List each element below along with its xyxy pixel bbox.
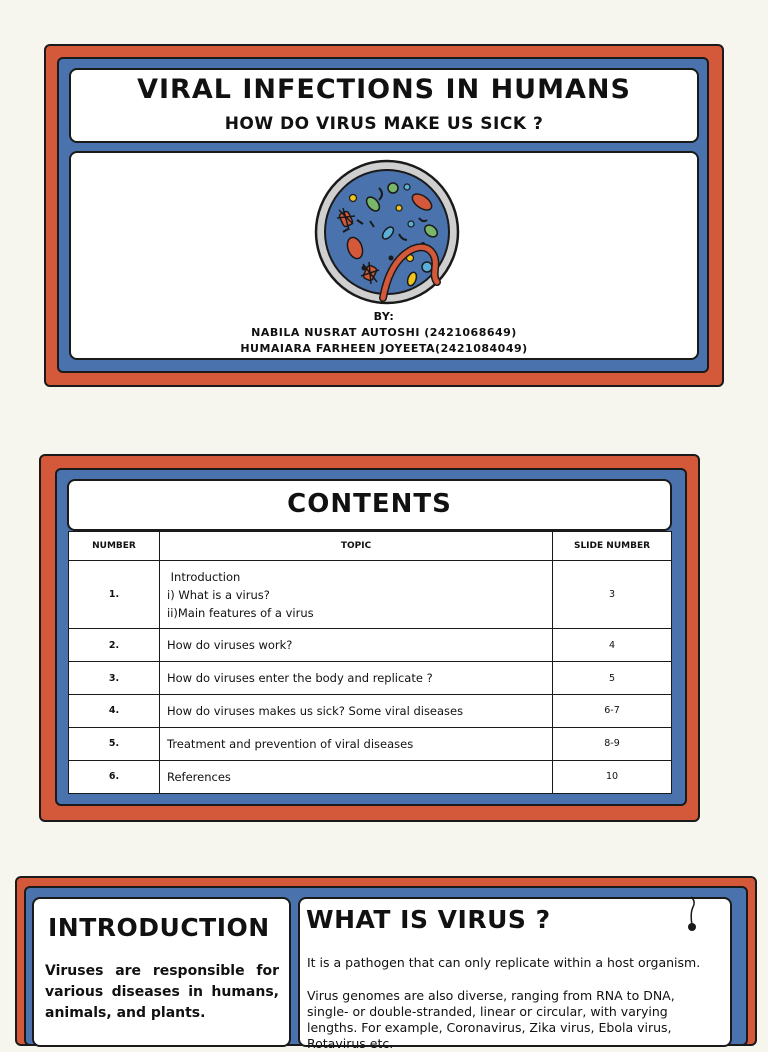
row-slide-number: 8-9 [553,727,672,760]
table-row [69,561,672,629]
row-topic: References [160,760,553,793]
row-topic: How do viruses work? [160,629,553,662]
row-topic: Treatment and prevention of viral diseases [160,727,553,760]
topic-line: i) What is a virus? [167,587,270,602]
row-number: 6. [69,760,160,793]
row-number: 3. [69,662,160,694]
contents-title-card [67,479,672,531]
petri-dish-microbes-icon [313,158,461,306]
by-label: BY: [373,310,395,323]
virus-paragraph-2: Virus genomes are also diverse, ranging from RNA to DNA, single- or double-stranded, linear or circular, with varying lengths. For example, Coronavirus, Zika virus, Ebola virus, Rotavirus etc. [307,988,675,1051]
table-row [69,629,672,662]
row-slide-number: 10 [553,760,672,793]
table-row [69,662,672,694]
row-number: 1. [69,561,160,629]
author-1: NABILA NUSRAT AUTOSHI (2421068649) [251,326,517,339]
table-header-row [69,532,672,561]
author-2: HUMAIARA FARHEEN JOYEETA(2421084049) [240,342,528,355]
authors-block [71,309,697,357]
slide1-title: VIRAL INFECTIONS IN HUMANS [137,74,631,105]
topic-line: Introduction [167,569,241,584]
virus-paragraph-1: It is a pathogen that can only replicate within a host organism. [307,955,701,970]
slide1-subtitle: HOW DO VIRUS MAKE US SICK ? [224,114,544,134]
row-number: 4. [69,694,160,727]
row-topic: How do viruses makes us sick? Some viral diseases [160,694,553,727]
row-slide-number: 5 [553,662,672,694]
pin-icon [682,895,702,935]
row-number: 5. [69,727,160,760]
virus-card [298,897,732,1051]
row-number: 2. [69,629,160,662]
row-topic [160,561,553,629]
contents-title: CONTENTS [287,489,452,519]
header-number: NUMBER [69,532,160,561]
row-topic: How do viruses enter the body and replicate ? [160,662,553,694]
table-row [69,727,672,760]
row-slide-number: 3 [553,561,672,629]
table-row [69,760,672,793]
virus-title: WHAT IS VIRUS ? [306,905,551,934]
contents-table [68,531,672,794]
intro-title: INTRODUCTION [48,913,270,942]
contents-table-wrap [68,531,672,794]
header-slide-number: SLIDE NUMBER [553,532,672,561]
slide1-content-card [69,151,699,360]
intro-text: Viruses are responsible for various diseases in humans, animals, and plants. [45,963,279,1021]
slide1-title-card [69,68,699,143]
row-slide-number: 4 [553,629,672,662]
intro-card [32,897,291,1047]
table-row [69,694,672,727]
topic-line: ii)Main features of a virus [167,605,314,620]
row-slide-number: 6-7 [553,694,672,727]
header-topic: TOPIC [160,532,553,561]
